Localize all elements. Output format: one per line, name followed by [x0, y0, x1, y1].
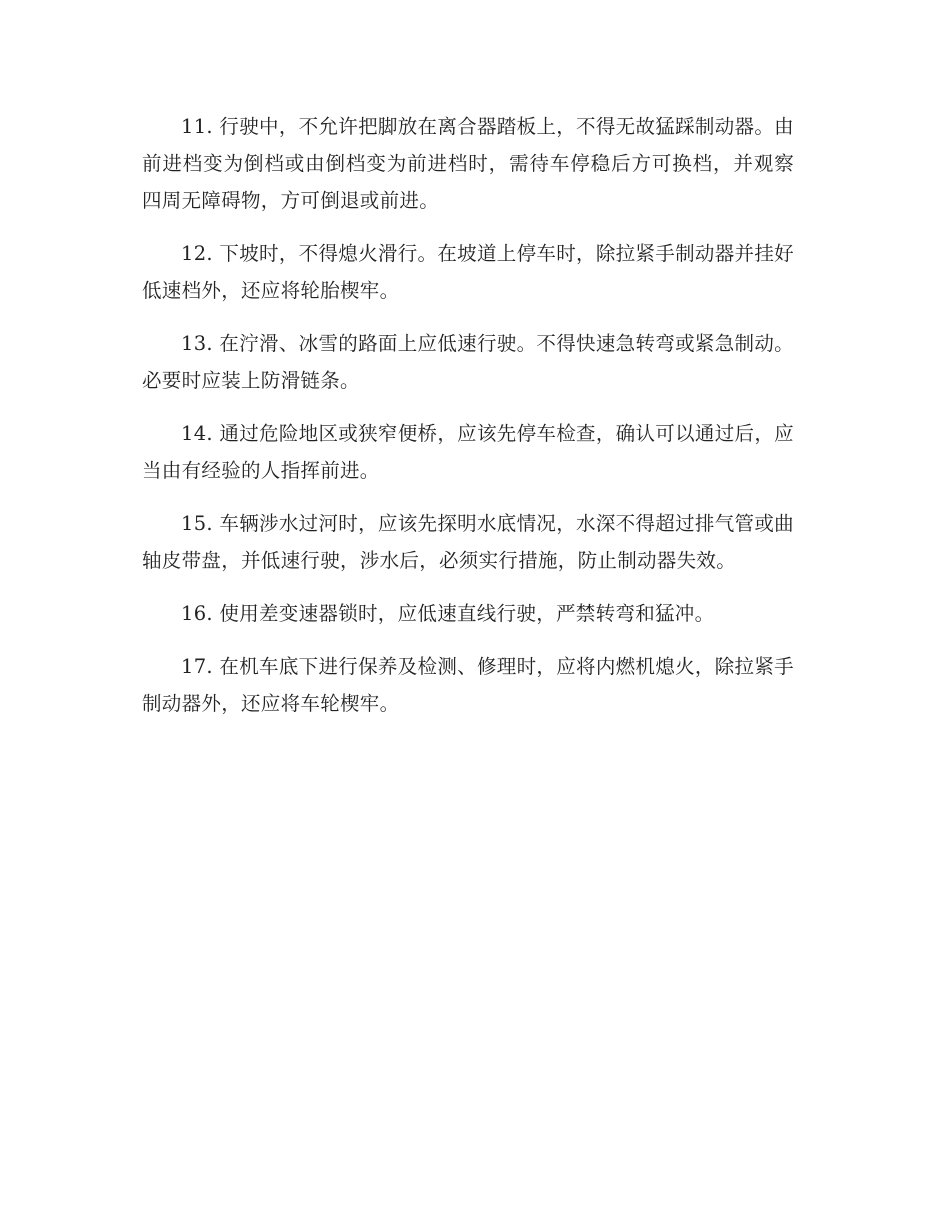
paragraph-16: 16. 使用差变速器锁时，应低速直线行驶，严禁转弯和猛冲。 [181, 602, 715, 625]
paragraph-17: 17. 在机车底下进行保养及检测、修理时，应将内燃机熄火，除拉紧手制动器外，还应将车轮楔牢。 [142, 655, 794, 715]
paragraph-14: 14. 通过危险地区或狭窄便桥，应该先停车检查，确认可以通过后，应当由有经验的人指挥前进。 [142, 422, 794, 482]
paragraph-11: 11. 行驶中，不允许把脚放在离合器踏板上，不得无故猛踩制动器。由前进档变为倒档或由倒档变为前进档时，需待车停稳后方可换档，并观察四周无障碍物，方可倒退或前进。 [142, 115, 794, 212]
paragraph-12: 12. 下坡时，不得熄火滑行。在坡道上停车时，除拉紧手制动器并挂好低速档外，还应将轮胎楔牢。 [142, 242, 794, 302]
paragraph-15: 15. 车辆涉水过河时，应该先探明水底情况，水深不得超过排气管或曲轴皮带盘，并低速行驶，涉水后，必须实行措施，防止制动器失效。 [142, 512, 794, 572]
document-body [142, 108, 794, 738]
paragraph-13: 13. 在泞滑、冰雪的路面上应低速行驶。不得快速急转弯或紧急制动。必要时应装上防滑链条。 [142, 332, 794, 392]
